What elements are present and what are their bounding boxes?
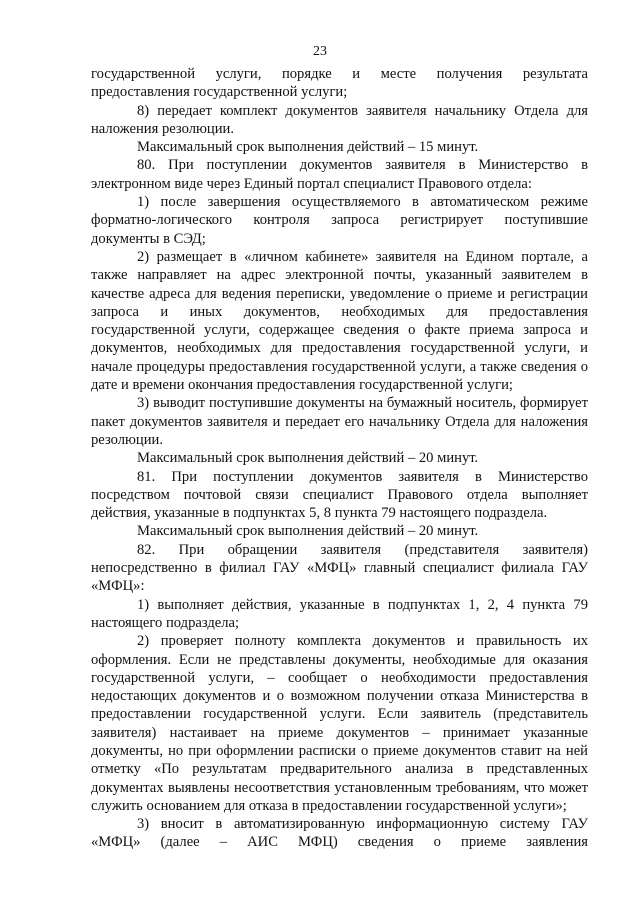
page-number: 23 bbox=[313, 44, 327, 59]
paragraph: Максимальный срок выполнения действий – 20 минут. bbox=[137, 523, 479, 540]
paragraph: государственной услуги, порядке и месте получения результата предоставления государственной услуги; bbox=[91, 66, 588, 101]
paragraph: 3) вносит в автоматизированную информационную систему ГАУ «МФЦ» (далее – АИС МФЦ) сведения о приеме заявления bbox=[91, 816, 588, 851]
paragraph: 2) проверяет полноту комплекта документов и правильность их оформления. Если не представлены документы, необходимые для оказания государственной услуги, – сообщает о необходимости предоставления недостающих документов и о возможном получении отказа Министерства в предоставлении государственной услуги. Если заявитель (представитель заявителя) настаивает на приеме документов – принимает указанные документы, но при оформлении расписки о приеме документов ставит на ней отметку «По результатам предварительного анализа в представленных документах выявлены несоответствия установленным требованиям, что может служить основанием для отказа в предоставлении государственной услуги»; bbox=[91, 633, 588, 814]
paragraph: Максимальный срок выполнения действий – 15 минут. bbox=[137, 139, 479, 156]
paragraph: 80. При поступлении документов заявителя в Министерство в электронном виде через Единый портал специалист Правового отдела: bbox=[91, 157, 588, 192]
paragraph: 2) размещает в «личном кабинете» заявителя на Едином портале, а также направляет на адрес электронной почты, указанный заявителем в качестве адреса для ведения переписки, уведомление о приеме и регистрации запроса и иных документов, необходимых для предоставления государственной услуги, содержащее сведения о факте приема запроса и документов, необходимых для предоставления государственной услуги, и начале процедуры предоставления государственной услуги, а также сведения о дате и времени окончания предоставления государственной услуги; bbox=[91, 248, 588, 394]
paragraph: 81. При поступлении документов заявителя в Министерство посредством почтовой связи специалист Правового отдела выполняет действия, указанные в подпунктах 5, 8 пункта 79 настоящего подраздела. bbox=[91, 468, 588, 522]
paragraph: 82. При обращении заявителя (представителя заявителя) непосредственно в филиал ГАУ «МФЦ» главный специалист филиала ГАУ «МФЦ»: bbox=[91, 541, 588, 595]
paragraph: Максимальный срок выполнения действий – 20 минут. bbox=[137, 450, 479, 467]
paragraph: 1) после завершения осуществляемого в автоматическом режиме форматно-логического контроля запроса регистрирует поступившие документы в СЭД; bbox=[91, 194, 588, 247]
paragraph: 3) выводит поступившие документы на бумажный носитель, формирует пакет документов заявителя и передает его начальнику Отдела для наложения резолюции. bbox=[91, 395, 588, 448]
document-body bbox=[91, 65, 588, 852]
paragraph: 8) передает комплект документов заявителя начальнику Отдела для наложения резолюции. bbox=[91, 102, 588, 137]
paragraph: 1) выполняет действия, указанные в подпунктах 1, 2, 4 пункта 79 настоящего подраздела; bbox=[91, 596, 588, 631]
